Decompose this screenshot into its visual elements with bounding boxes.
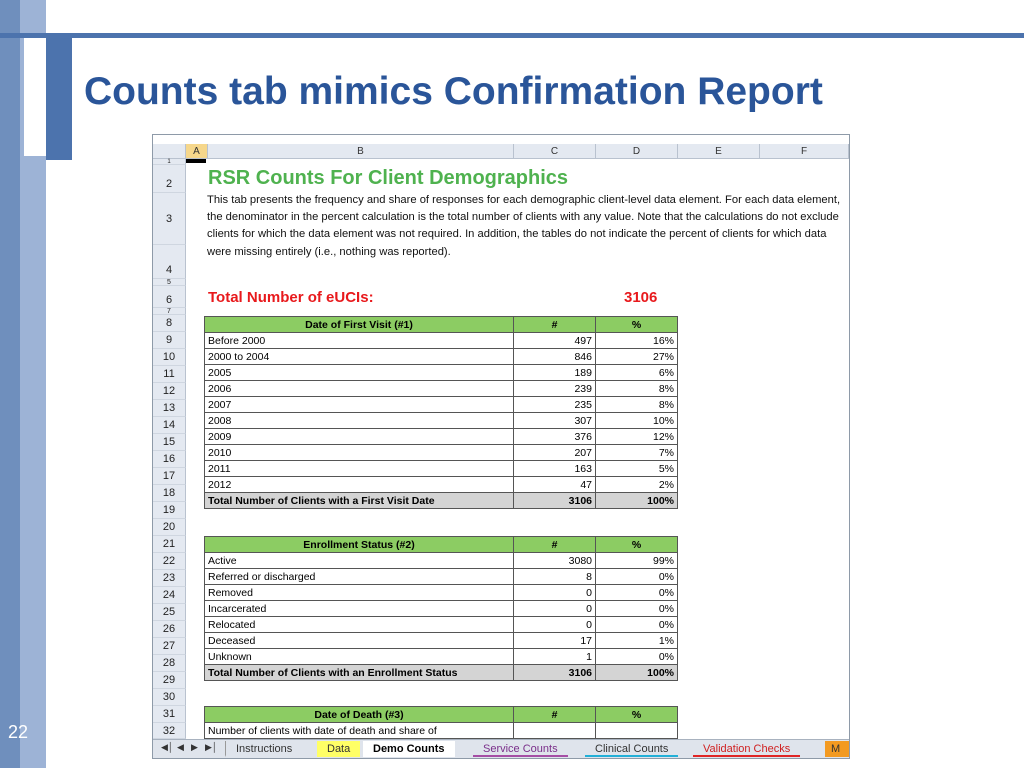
slide-accent-blue [46, 38, 72, 160]
row-header[interactable]: 25 [153, 604, 186, 621]
table-cell[interactable]: 6% [596, 365, 678, 381]
table-cell[interactable]: Removed [205, 585, 514, 601]
table-cell[interactable]: 239 [514, 381, 596, 397]
table-row [205, 365, 678, 381]
table-cell[interactable]: Deceased [205, 633, 514, 649]
first-visit-table [204, 316, 678, 509]
column-header-c[interactable]: C [514, 144, 596, 159]
table-row [205, 723, 678, 739]
table-cell[interactable] [514, 723, 596, 739]
table-cell[interactable]: Total Number of Clients with an Enrollment Status [205, 665, 514, 681]
last-sheet-icon[interactable]: ▶│ [205, 742, 218, 752]
table-cell[interactable]: Relocated [205, 617, 514, 633]
table-row [205, 429, 678, 445]
table-cell[interactable]: 0 [514, 617, 596, 633]
table-cell[interactable]: 307 [514, 413, 596, 429]
table-row [205, 461, 678, 477]
table-cell[interactable]: 0% [596, 569, 678, 585]
row-header[interactable]: 7 [153, 308, 186, 315]
row-header[interactable]: 8 [153, 315, 186, 332]
row-header[interactable]: 20 [153, 519, 186, 536]
total-euci-value: 3106 [624, 289, 658, 306]
table-cell[interactable]: 0% [596, 617, 678, 633]
table-cell[interactable]: 16% [596, 333, 678, 349]
sheet-tab-more[interactable]: M [825, 741, 849, 757]
table-cell[interactable]: 0 [514, 585, 596, 601]
row-header[interactable]: 12 [153, 383, 186, 400]
table-row [205, 601, 678, 617]
row-header[interactable]: 5 [153, 279, 186, 286]
slide-top-rule [0, 33, 1024, 38]
table-cell[interactable]: 2010 [205, 445, 514, 461]
table-row [205, 349, 678, 365]
table-cell[interactable]: 47 [514, 477, 596, 493]
table-header-cell[interactable]: # [514, 537, 596, 553]
table-cell[interactable]: 3106 [514, 493, 596, 509]
table-cell[interactable]: 5% [596, 461, 678, 477]
table-row [205, 569, 678, 585]
table-cell[interactable]: 10% [596, 413, 678, 429]
table-header-cell[interactable]: % [596, 317, 678, 333]
sheet-tab-data[interactable]: Data [317, 741, 360, 757]
table-row [205, 333, 678, 349]
table-row [205, 397, 678, 413]
column-header-b[interactable]: B [208, 144, 514, 159]
table-cell[interactable]: 99% [596, 553, 678, 569]
table-cell[interactable]: 0% [596, 649, 678, 665]
table-cell[interactable]: Unknown [205, 649, 514, 665]
table-cell[interactable]: 207 [514, 445, 596, 461]
sheet-tab-instructions[interactable]: Instructions [225, 741, 302, 757]
enrollment-status-table [204, 536, 678, 681]
row-header[interactable]: 28 [153, 655, 186, 672]
table-cell[interactable]: 7% [596, 445, 678, 461]
table-header-cell[interactable]: % [596, 537, 678, 553]
table-cell[interactable]: 2006 [205, 381, 514, 397]
row-header[interactable]: 22 [153, 553, 186, 570]
table-cell[interactable]: 2011 [205, 461, 514, 477]
table-cell[interactable]: 0% [596, 585, 678, 601]
row-header[interactable]: 9 [153, 332, 186, 349]
table-cell[interactable]: Incarcerated [205, 601, 514, 617]
row-header[interactable]: 26 [153, 621, 186, 638]
table-header-cell[interactable]: Date of Death (#3) [205, 707, 514, 723]
row-header[interactable]: 31 [153, 706, 186, 723]
table-cell[interactable]: 27% [596, 349, 678, 365]
row-header[interactable]: 18 [153, 485, 186, 502]
table-cell[interactable]: Before 2000 [205, 333, 514, 349]
row-header[interactable]: 10 [153, 349, 186, 366]
table-cell[interactable]: Number of clients with date of death and share of [205, 723, 514, 739]
row-header[interactable]: 27 [153, 638, 186, 655]
first-sheet-icon[interactable]: ◀│ [161, 742, 174, 752]
table-cell[interactable]: 3106 [514, 665, 596, 681]
table-total-row [205, 493, 678, 509]
row-header[interactable]: 21 [153, 536, 186, 553]
table-cell[interactable]: 1% [596, 633, 678, 649]
row-header[interactable]: 13 [153, 400, 186, 417]
sheet-tab-demo-counts[interactable]: Demo Counts [363, 741, 455, 757]
sheet-tab-service-counts[interactable]: Service Counts [473, 741, 568, 757]
slide-accent-white [24, 38, 46, 156]
row-header[interactable]: 16 [153, 451, 186, 468]
table-cell[interactable]: 2012 [205, 477, 514, 493]
table-cell[interactable]: 189 [514, 365, 596, 381]
table-header-row [205, 707, 678, 723]
table-cell[interactable]: 0% [596, 601, 678, 617]
row-header[interactable]: 15 [153, 434, 186, 451]
column-header-d[interactable]: D [596, 144, 678, 159]
date-of-death-table [204, 706, 678, 739]
table-cell[interactable]: 376 [514, 429, 596, 445]
table-header-cell[interactable]: # [514, 317, 596, 333]
column-header-e[interactable]: E [678, 144, 760, 159]
prev-sheet-icon[interactable]: ◀ [177, 742, 184, 752]
active-cell-a1[interactable] [186, 159, 206, 163]
row-header[interactable]: 23 [153, 570, 186, 587]
row-header[interactable]: 2 [153, 165, 186, 193]
table-row [205, 381, 678, 397]
table-header-cell[interactable]: % [596, 707, 678, 723]
sheet-heading: RSR Counts For Client Demographics [208, 167, 569, 189]
sheet-description: This tab presents the frequency and share of responses for each demographic client-level data element. For each data element, the denominator in the percent calculation is the total number of clients with any value. Note that the calculations do not exclude clients for which the data element was not required. In addition, the tables do not indicate the percent of clients for which data were missing entirely (i.e., nothing was reported). [207, 194, 841, 258]
row-header[interactable]: 17 [153, 468, 186, 485]
row-header[interactable]: 3 [153, 193, 186, 245]
table-cell[interactable]: Total Number of Clients with a First Visit Date [205, 493, 514, 509]
table-cell[interactable]: Active [205, 553, 514, 569]
table-cell[interactable]: 2008 [205, 413, 514, 429]
next-sheet-icon[interactable]: ▶ [191, 742, 198, 752]
table-cell[interactable]: 2005 [205, 365, 514, 381]
table-row [205, 477, 678, 493]
row-header[interactable]: 24 [153, 587, 186, 604]
table-row [205, 413, 678, 429]
table-cell[interactable]: 846 [514, 349, 596, 365]
row-header[interactable]: 30 [153, 689, 186, 706]
table-row [205, 649, 678, 665]
select-all-corner[interactable] [153, 144, 186, 159]
slide-left-band [0, 0, 20, 768]
table-row [205, 633, 678, 649]
sheet-tab-clinical-counts[interactable]: Clinical Counts [585, 741, 678, 757]
table-cell[interactable]: 8 [514, 569, 596, 585]
row-header[interactable]: 11 [153, 366, 186, 383]
slide-title: Counts tab mimics Confirmation Report [84, 70, 823, 113]
table-header-cell[interactable]: # [514, 707, 596, 723]
table-cell[interactable]: 100% [596, 665, 678, 681]
table-row [205, 617, 678, 633]
column-header-a[interactable]: A [186, 144, 208, 159]
table-row [205, 553, 678, 569]
row-header[interactable]: 6 [153, 286, 186, 308]
table-row [205, 445, 678, 461]
table-cell[interactable]: 100% [596, 493, 678, 509]
table-cell[interactable]: 17 [514, 633, 596, 649]
table-cell[interactable]: Referred or discharged [205, 569, 514, 585]
table-header-row [205, 537, 678, 553]
table-header-cell[interactable]: Enrollment Status (#2) [205, 537, 514, 553]
row-header[interactable]: 32 [153, 723, 186, 739]
sheet-tab-bar [153, 739, 849, 759]
table-cell[interactable]: 0 [514, 601, 596, 617]
table-cell[interactable]: 2007 [205, 397, 514, 413]
table-cell[interactable]: 8% [596, 381, 678, 397]
row-header[interactable]: 14 [153, 417, 186, 434]
table-cell[interactable]: 8% [596, 397, 678, 413]
table-cell[interactable]: 12% [596, 429, 678, 445]
row-header[interactable]: 19 [153, 502, 186, 519]
sheet-tab-validation-checks[interactable]: Validation Checks [693, 741, 800, 757]
table-cell[interactable] [596, 723, 678, 739]
table-cell[interactable]: 163 [514, 461, 596, 477]
table-header-cell[interactable]: Date of First Visit (#1) [205, 317, 514, 333]
table-cell[interactable]: 2009 [205, 429, 514, 445]
row-header[interactable]: 4 [153, 245, 186, 279]
table-cell[interactable]: 1 [514, 649, 596, 665]
total-euci-label: Total Number of eUCIs: [208, 289, 374, 306]
row-header[interactable]: 29 [153, 672, 186, 689]
slide-number: 22 [8, 722, 29, 742]
table-cell[interactable]: 497 [514, 333, 596, 349]
table-row [205, 585, 678, 601]
table-cell[interactable]: 3080 [514, 553, 596, 569]
spreadsheet [152, 134, 850, 759]
table-header-row [205, 317, 678, 333]
table-cell[interactable]: 2000 to 2004 [205, 349, 514, 365]
table-cell[interactable]: 235 [514, 397, 596, 413]
table-cell[interactable]: 2% [596, 477, 678, 493]
column-header-f[interactable]: F [760, 144, 849, 159]
row-header[interactable]: 1 [153, 159, 186, 165]
table-total-row [205, 665, 678, 681]
